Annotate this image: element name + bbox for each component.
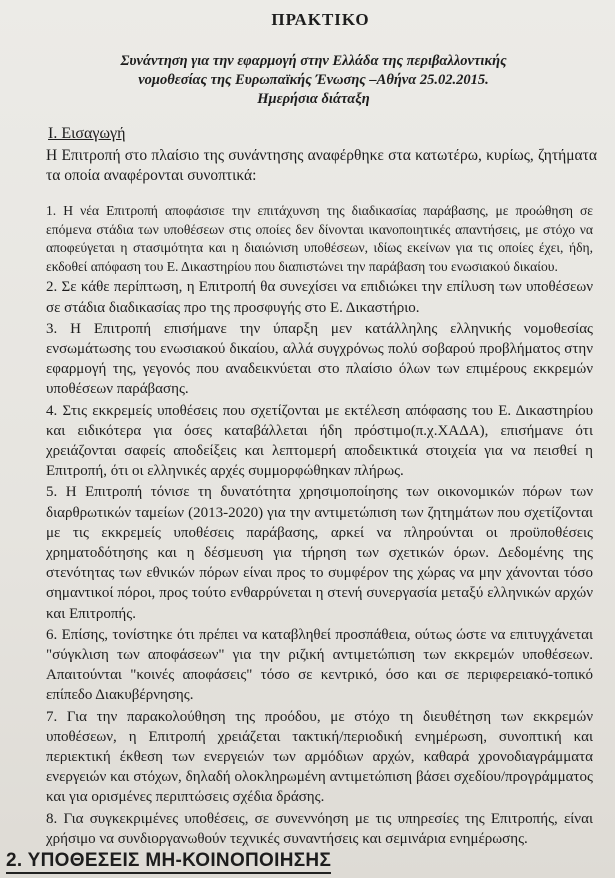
agenda-item-5: 5. Η Επιτροπή τόνισε τη δυνατότητα χρησιμοποίησης των οικονομικών πόρων των διαρθρωτικών ταμείων (2013-2020) για την αντιμετώπιση των ζητημάτων που σχετίζονται με τις εκκρεμείς υποθέσεις παράβασης, αρκεί να πληρούνται οι προϋποθέσεις χρηματοδότησης και η δέσμευση για τήρηση των σχετικών όρων. Δεδομένης της στενότητας των εθνικών πόρων είναι προς το συμφέρον της χώρας να μην χάνονται τόσο σημαντικοί πόροι, προς τούτο ενθαρρύνεται η στενή συνεργασία μεταξύ ελληνικών αρχών και Επιτροπής. — [46, 484, 593, 622]
agenda-item-2: 2. Σε κάθε περίπτωση, η Επιτροπή θα συνεχίσει να επιδιώκει την επίλυση των υποθέσεων σε στάδια διαδικασίας προ της προσφυγής στο Ε. Δικαστήριο. — [46, 279, 593, 316]
subtitle-line-1: Συνάντηση για την εφαρμογή στην Ελλάδα της περιβαλλοντικής — [120, 53, 507, 69]
section-heading-non-notification: 2. ΥΠΟΘΕΣΕΙΣ ΜΗ-ΚΟΙΝΟΠΟΙΗΣΗΣ — [6, 850, 331, 874]
subtitle-line-agenda: Ημερήσια διάταξη — [257, 91, 370, 107]
section-heading-introduction: I. Εισαγωγή — [48, 125, 126, 142]
subtitle-line-2: νομοθεσίας της Ευρωπαϊκής Ένωσης –Αθήνα 25.02.2015. — [138, 72, 489, 88]
agenda-item-8: 8. Για συγκεκριμένες υποθέσεις, σε συνεννόηση με τις υπηρεσίες της Επιτροπής, είναι χρήσιμο να συνδιοργανωθούν τεχνικές συναντήσεις και σεμινάρια ενημέρωσης. — [46, 810, 593, 847]
agenda-items-list — [46, 202, 593, 849]
document-title: ΠΡΑΚΤΙΚΟ — [271, 10, 370, 29]
agenda-item-4: 4. Στις εκκρεμείς υποθέσεις που σχετίζονται με εκτέλεση απόφασης του Ε. Δικαστηρίου και ειδικότερα για όσες καταβάλλεται ήδη πρόστιμο(π.χ.ΧΑΔΑ), επισήμανε ότι χρειάζονται σαφείς αποδείξεις και λεπτομερή αποδεικτικά στοιχεία για να πεισθεί η Επιτροπή, ότι οι ελληνικές αρχές συμμορφώθηκαν πλήρως. — [46, 402, 593, 480]
agenda-item-6: 6. Επίσης, τονίστηκε ότι πρέπει να καταβληθεί προσπάθεια, ούτως ώστε να επιτυγχάνεται "σύγκλιση των αποφάσεων" για την ριζική αντιμετώπιση των εκκρεμών υποθέσεων. Απαιτούνται "κοινές αποφάσεις" τόσο σε κεντρικό, όσο και σε περιφερειακό-τοπικό επίπεδο Διακυβέρνησης. — [46, 626, 593, 704]
intro-paragraph: Η Επιτροπή στο πλαίσιο της συνάντησης αναφέρθηκε στα κατωτέρω, κυρίως, ζητήματα τα οποία αναφέρονται συνοπτικά: — [46, 147, 597, 184]
agenda-item-1: 1. Η νέα Επιτροπή αποφάσισε την επιτάχυνση της διαδικασίας παράβασης, με προώθηση σε επόμενα στάδια των υποθέσεων στις οποίες δεν δίνονται ικανοποιητικές απαντήσεις, με στόχο να αποφεύγεται η στασιμότητα και η διαιώνιση υποθέσεων, ιδίως εκείνων για τις οποίες έχει, ήδη, εκδοθεί απόφαση του Ε. Δικαστηρίου που διαπιστώνει την παράβαση του ενωσιακού δικαίου. — [46, 203, 593, 274]
meeting-subtitle — [30, 52, 597, 109]
agenda-item-7: 7. Για την παρακολούθηση της προόδου, με στόχο τη διευθέτηση των εκκρεμών υποθέσεων, η Επιτροπή χρειάζεται τακτική/περιοδική ενημέρωση, συνοπτική και περιεκτική έκθεση των ενεργειών των αρμόδιων αρχών, καθαρά χρονοδιαγράμματα ενεργειών και στόχων, δηλαδή ολοκληρωμένη αντιμετώπιση βάσει σχεδίου/προγράμματος και για ορισμένες περιπτώσεις σχέδια δράσης. — [46, 708, 593, 806]
agenda-item-3: 3. Η Επιτροπή επισήμανε την ύπαρξη μεν κατάλληλης ελληνικής νομοθεσίας ενσωμάτωσης του ενωσιακού δικαίου, αλλά συγχρόνως πολύ σοβαρού προβλήματος στην εφαρμογή της, γεγονός που αναδεικνύεται στο πλαίσιο όλων των επιμέρους εκκρεμών υποθέσεων παράβασης. — [46, 320, 593, 398]
